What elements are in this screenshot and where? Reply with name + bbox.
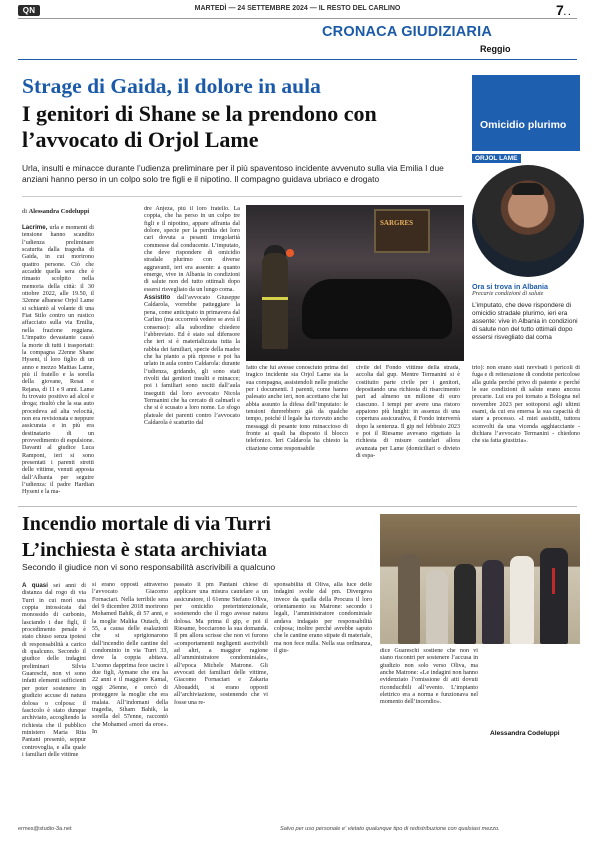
article-divider: [18, 506, 577, 507]
byline-name: Alessandra Codeluppi: [28, 208, 90, 215]
article1-col2b-text: dall’avvocato Giuseppe Caldarola, vorrebbe patteggiare la pena, come anticipato in primavera dal Carlino (ma occorrerà vedere se avrà il consenso): alla subordine chiedere l’abbreviato. Ed è stato sul difensore che ieri si è materializzata tutta la rabbia dei familiari, specie della madre che ha pianto a più riprese e poi ha urlato in aula contro Caldarola: durante l’udienza, gridando, gli sono stati rivolti dai genitori insulti e minacce; poi i familiari sono usciti dall’aula inseguiti dal loro avvocato Nicola Termanini che ha cercato di calmarli e che si è scusato a loro nome. Lo sfogo plateale dei parenti contro l’avvocato Caldarola è scaturito dal: [144, 295, 240, 426]
article1-col1-lead: Lacrime,: [22, 224, 48, 231]
article2-column-3: [174, 582, 268, 822]
section-city: Reggio: [480, 44, 511, 54]
photo-person-4: [482, 560, 504, 644]
article2-column-1: [22, 582, 86, 822]
standfirst-rule: [22, 196, 462, 197]
photo-person-6: [540, 548, 568, 644]
orjol-lame-portrait: [472, 165, 584, 277]
page-number-value: 7: [556, 2, 564, 18]
omicidio-box: [472, 75, 580, 151]
article1-column-2: [144, 206, 240, 504]
article1-headline: I genitori di Shane se la prendono con l’avvocato di Orjol Lame: [22, 101, 377, 152]
article2-family-photo: [380, 514, 580, 644]
article1-crash-photo: [246, 205, 464, 361]
page-number-dots: . .: [563, 8, 571, 17]
article1-col1-text: urla e momenti di tensione hanno scandito l’udienza preliminare scaturita dalla tragedia di Gaida, in cui morirono quattro persone. Ciò che accadde quella sera che è rimasto scolpito nella memoria della città: il 30 ottobre 2022, alle 19.50, il 32enne albanese Orjol Lame si schiantò al volante di una Fiat Stilo contro un rustico affacciato sulla via Emilia, nella frazione reggiana. L’impatto devastante causò la morte di tutti i trasportati: la compagna 22enne Shane Hyseni, il loro figlio di un anno e mezzo Mattias Lame, più il fratello e la sorella della giovane, Resat e Rejana, di 11 e 9 anni. Lame fu trovato positivo ad alcol e droga; risultò che la sua auto procedeva ad alta velocità, non era revisionata e neppure assicurata e in più era destinatario di un provvedimento di espulsione. Davanti al giudice Luca Ramponi, ieri si sono presentati i parenti stretti delle vittime, venuti apposta dall’Albania per seguire l’udienza: il padre Hardian Hyseni e la ma-: [22, 225, 94, 496]
article2-column-4: [274, 582, 372, 822]
article1-col2-text: dre Anjeza, più il loro fratello. La coppia, che ha perso in un colpo tre figli e il nipotino, appare affranta dal dolore, specie per la perdita dei loro cari dovuta a pesanti irregolarità commesse dal conducente. L’imputato, che deve rispondere di omicidio stradale plurimo con diverse aggravanti, ieri era assente: a quanto emerge, vive in Albania in condizioni di salute non del tutto ottimali dopo essersi risvegliato da un lungo coma.: [144, 206, 240, 293]
page-number: [556, 2, 570, 18]
photo-emergency-light: [286, 249, 294, 257]
article2-col3-text: passato il pm Pantani chiese di applicare una misura cautelare a un assicuratore, il 61enne Stefano Oliva, per omicidio preterintenzionale, sostenendo che il rogo avesse natura dolosa. Ma prima il gip, e poi il Riesame, bocciarono la sua domanda. Il pm allora scrisse che non vi furono «comportamenti negligenti ascrivibili ad altri, a maggior ragione all’amministratore condominiale», all’epoca Michele Matrone. Gli avvocati dei familiari delle vittime, Giacomo Fornaciari e Zakaria Abouaddi, si erano opposti all’archiviazione, sostenendo che vi fosse una re-: [174, 582, 268, 706]
article2-column-5: [380, 648, 478, 822]
article1-byline: [22, 208, 89, 215]
sidebar-title: Ora si trova in Albania: [472, 282, 549, 291]
photo-shop-sign-text: SARGRES: [380, 219, 414, 227]
article2-col2-text: si erano opposti attraverso l’avvocato Giacomo Fornaciari. Nella terribile sera del 9 dicembre 2018 morirono Mohamed Bahik, di 57 anni, e la moglie Malika Outach, di 55, a causa delle esalazioni che si sprigionarono dall’incendio delle cantine del condominio in via Turri 33, dove la coppia abitava. L’uomo dapprima fece uscire i due figli, Aymane che era ha 22 anni e il maggiore Kamal, oggi 26enne, e cercò di proteggere la moglie che era malata. All’indomani della tragedia, Siham Bahik, la sorella del 57enne, raccontò che Mohamed «morì da eroe». In: [92, 582, 168, 735]
article2-standfirst: Secondo il giudice non vi sono responsabilità ascrivibili a qualcuno: [22, 562, 276, 572]
section-title: CRONACA GIUDIZIARIA: [322, 24, 493, 40]
photo-shop-sign: [374, 209, 430, 253]
photo-person-1: [398, 554, 420, 644]
article1-col2-lead: Assistito: [144, 294, 171, 302]
masthead-rule: [18, 18, 577, 19]
date-line: MARTEDÌ — 24 SETTEMBRE 2024 — IL RESTO DEL CARLINO: [194, 5, 401, 12]
omicidio-box-label: Omicidio plurimo: [480, 119, 567, 131]
article2-col1-text: sei anni di distanza dal rogo di via Turri in cui morì una coppia intossicata dal monossido di carbonio, lasciando i due figli, il procedimento penale è stato chiuso senza ipotesi di responsabilità a carico di qualcuno. Secondo il giudice delle indagini preliminari Silvia Guareschi, non vi sono infatti elementi sufficienti per poter sostenere in giudizio accuse di natura dolosa o colposa: il fascicolo è stato dunque archiviato, accogliendo la richiesta che il pubblico ministero Maria Rita Pantani presentò, seppur controvoglia, e alla quale i familiari delle vittime: [22, 583, 86, 758]
article2-col1-lead: A quasi: [22, 582, 48, 589]
article2-col5-text: dice Guareschi sostiene che non vi siano riscontri per sostenere l’accusa in giudizio non solo verso Oliva, ma anche Matrone: «Le indagini non hanno evidenziato l’omissione di atti dovuti riconducibili all’evento. L’impianto elettrico era a norma e funzionava nel momento dell’incendio».: [380, 648, 478, 706]
article1-col4-text: civile del Fondo vittime della strada, accolta dal gup. Mentre Termanini si è costituito parte civile per i genitori, depositando una richiesta di risarcimento pari ad almeno un milione di euro ciascuno. I tempi per avere una ristoro appaiono più lunghi: in assenza di una copertura assicurativa, il Fondo interverrà dopo la sentenza. Il gip nel febbraio 2023 e poi il Riesame avevano rigettato la richiesta di misure cautelari allora avanzata per Lame (domiciliari o divieto di espa-: [356, 365, 460, 460]
photo-person-5: [510, 556, 534, 644]
photo-burned-car: [302, 279, 452, 339]
article1-col3-text: fatto che lui avesse conosciuto prima del tragico incidente sia Orjol Lame sia la sua compagna, assistendoli nelle pratiche per i documenti. I parenti, come hanno palesato anche ieri, non accettano che lui abbia assunto la difesa dell’imputato: le tensioni durerebbero già da qualche tempo, poiché il legale ha ricevuto anche messaggi di pesante tono minaccioso di fronte ai quali ha disposto il blocco telefonico. Ieri Caldarola ha chiesto la citazione come responsabile: [246, 365, 348, 452]
portrait-hair: [512, 183, 544, 195]
article2-headline-1: Incendio mortale di via Turri: [22, 513, 271, 535]
article2-col4-text: sponsabilità di Oliva, alla luce delle indagini svolte dal pm. Divergeva invece da quella della Procura il loro orientamento su Matrone: secondo i legali, l’amministratore condominiale andava indagato per responsabilità colposa; inoltre perché avrebbe saputo che le cantine erano stipate di materiale, ma non fece nulla. Nella sua ordinanza, il giu-: [274, 582, 372, 655]
photo-person-3: [454, 564, 476, 644]
article1-column-3: [246, 365, 348, 505]
section-rule: [18, 59, 577, 60]
sidebar-text: L’imputato, che deve rispondere di omicidio stradale plurimo, ieri era assente: vive in Albania in condizioni di salute non del tutto ottimali dopo essersi risvegliato dal coma: [472, 302, 578, 341]
orjol-lame-tag: ORJOL LAME: [472, 154, 521, 163]
article1-standfirst: Urla, insulti e minacce durante l’udienza preliminare per il più spaventoso incidente avvenuto sulla via Emilia I due anziani hanno perso in un colpo solo tre figli e il nipotino. Il compagno guidava ubriaco e drogato: [22, 163, 444, 184]
footer-email: ermes@studio-3a.net: [18, 826, 72, 832]
article1-col5-text: trio): non erano stati ravvisati i pericoli di fuga e di reiterazione di condotte pericolose alla guida perché privo di patente e perché le sue condizioni di salute erano ancora precarie. Lui era poi tornato a Bologna nel novembre 2023 per sottoporsi agli ultimi esami, da cui era emersa la sua capacità di stare a processo. «I miei assistiti, tuttora sconvolti da una vicenda agghiacciante - dichiara l’avvocato Termanini - chiedono che sia fatta giustizia».: [472, 365, 580, 445]
article1-column-5: [472, 365, 580, 505]
article2-headline-2: L’inchiesta è stata archiviata: [22, 539, 267, 561]
photo-person-2: [426, 570, 448, 644]
article2-column-2: [92, 582, 168, 822]
footer-notice: Salvo per uso personale e' vietato qualunque tipo di redistribuzione con qualsiasi mezzo.: [280, 826, 500, 832]
byline-prefix: di: [22, 208, 27, 215]
sidebar-subtitle: Precarie condizioni di salute: [472, 290, 544, 297]
article1-column-4: [356, 365, 460, 505]
article2-signature: Alessandra Codeluppi: [490, 730, 560, 737]
photo-fireman-stripe: [262, 297, 288, 300]
article1-column-1: [22, 224, 94, 504]
newspaper-logo: QN: [18, 5, 40, 16]
article1-kicker: Strage di Gaida, il dolore in aula: [22, 74, 321, 98]
photo-red-tie: [552, 568, 555, 594]
photo-fireman: [262, 253, 288, 349]
